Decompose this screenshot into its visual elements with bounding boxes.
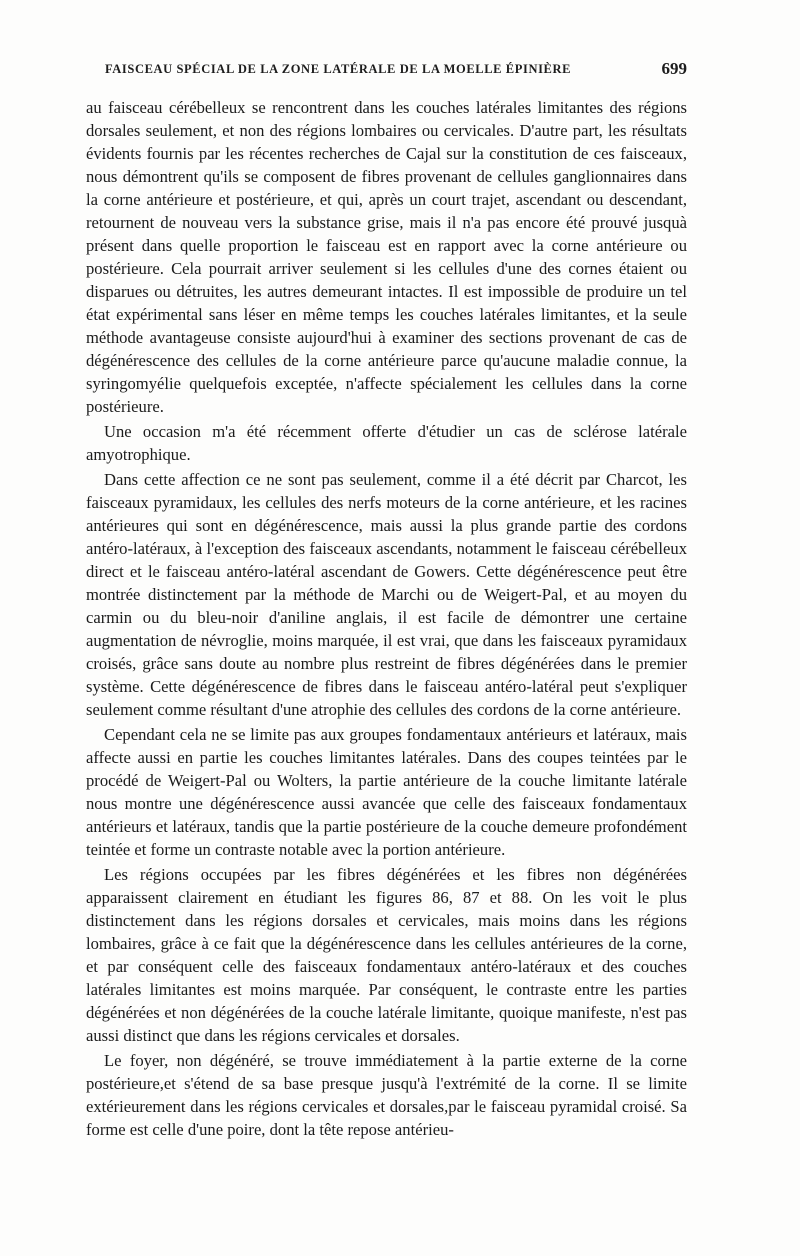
- paragraph-5: Les régions occupées par les fibres dégénérées et les fibres non dégénérées apparaissent clairement en étudiant les figures 86, 87 et 88. On les voit le plus distinctement dans les régions dorsales et cervicales, mais moins dans les régions lombaires, grâce à ce fait que la dégénérescence dans les cellules antérieures de la corne, et par conséquent celle des faisceaux fondamentaux antéro-latéraux et des couches latérales limitantes est moins marquée. Par conséquent, le contraste entre les parties dégénérées et non dégénérées de la couche latérale limitante, quoique manifeste, n'est pas aussi distinct que dans les régions cervicales et dorsales.: [86, 865, 687, 1045]
- page-header: [105, 60, 687, 82]
- body-text: [86, 96, 687, 1143]
- page-number: 699: [661, 59, 687, 78]
- running-head: FAISCEAU SPÉCIAL DE LA ZONE LATÉRALE DE LA MOELLE ÉPINIÈRE: [105, 62, 572, 76]
- paragraph-2: Une occasion m'a été récemment offerte d'étudier un cas de sclérose latérale amyotrophique.: [86, 422, 687, 464]
- paragraph-4: Cependant cela ne se limite pas aux groupes fondamentaux antérieurs et latéraux, mais affecte aussi en partie les couches limitantes latérales. Dans des coupes teintées par le procédé de Weigert-Pal ou Wolters, la partie antérieure de la couche limitante latérale nous montre une dégénérescence aussi avancée que celle des faisceaux fondamentaux antérieurs et latéraux, tandis que la partie postérieure de la couche demeure profondément teintée et forme un contraste notable avec la portion antérieure.: [86, 725, 687, 859]
- paragraph-1: au faisceau cérébelleux se rencontrent dans les couches latérales limitantes des régions dorsales seulement, et non des régions lombaires ou cervicales. D'autre part, les résultats évidents fournis par les récentes recherches de Cajal sur la constitution de ces faisceaux, nous démontrent qu'ils se composent de fibres provenant de cellules ganglionnaires dans la corne antérieure et postérieure, et qui, après un court trajet, ascendant ou descendant, retournent de nouveau vers la substance grise, mais il n'a pas encore été prouvé jusquà présent dans quelle proportion le faisceau est en rapport avec la corne antérieure ou postérieure. Cela pourrait arriver seulement si les cellules d'une des cornes étaient ou disparues ou détruites, les autres demeurant intactes. Il est impossible de produire un tel état expérimental sans léser en même temps les couches latérales limitantes, et la seule méthode avantageuse consiste aujourd'hui à examiner des sections provenant de cas de dégénérescence des cellules de la corne antérieure parce qu'aucune maladie connue, la syringomyélie quelquefois exceptée, n'affecte spécialement les cellules dans la corne postérieure.: [86, 98, 687, 416]
- paragraph-6: Le foyer, non dégénéré, se trouve immédiatement à la partie externe de la corne postérieure,et s'étend de sa base presque jusqu'à l'extrémité de la corne. Il se limite extérieurement dans les régions cervicales et dorsales,par le faisceau pyramidal croisé. Sa forme est celle d'une poire, dont la tête repose antérieu-: [86, 1051, 687, 1139]
- paragraph-3: Dans cette affection ce ne sont pas seulement, comme il a été décrit par Charcot, les faisceaux pyramidaux, les cellules des nerfs moteurs de la corne antérieure, et les racines antérieures qui sont en dégénérescence, mais aussi la plus grande partie des cordons antéro-latéraux, à l'exception des faisceaux ascendants, notamment le faisceau cérébelleux direct et le faisceau antéro-latéral ascendant de Gowers. Cette dégénérescence peut être montrée distinctement par la méthode de Marchi ou de Weigert-Pal, et au moyen du carmin ou du bleu-noir d'aniline anglais, il est facile de démontrer une certaine augmentation de névroglie, moins marquée, il est vrai, que dans les faisceaux pyramidaux croisés, grâce sans doute au nombre plus restreint de fibres dégénérées dans le premier système. Cette dégénérescence de fibres dans le faisceau antéro-latéral peut s'expliquer seulement comme résultant d'une atrophie des cellules des cordons de la corne antérieure.: [86, 470, 687, 719]
